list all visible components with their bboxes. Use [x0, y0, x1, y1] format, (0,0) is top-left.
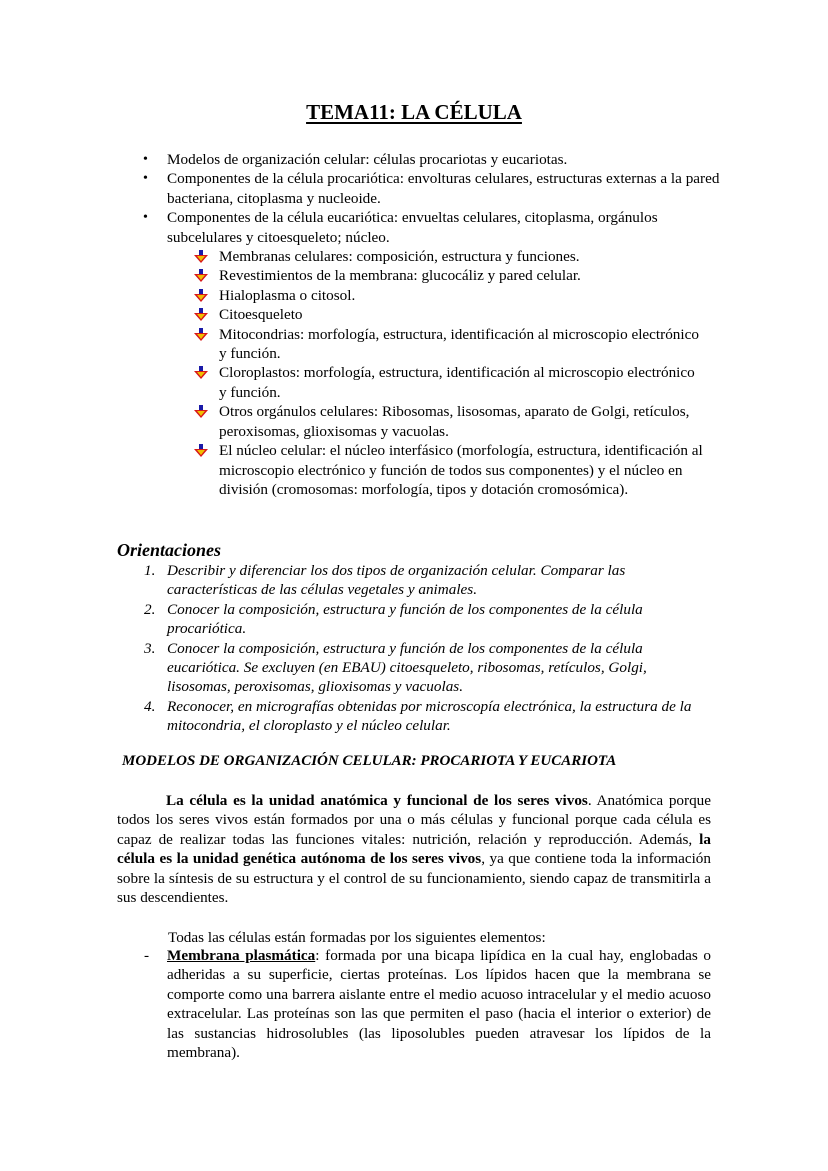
down-arrow-icon	[194, 366, 208, 380]
down-arrow-icon	[194, 289, 208, 303]
list-item	[140, 208, 720, 499]
down-arrow-icon	[194, 269, 208, 283]
list-item-text: Componentes de la célula procariótica: envolturas celulares, estructuras externas a la pared bacteriana, citoplasma y nucleoide.	[167, 170, 720, 207]
sub-list-item	[191, 402, 703, 441]
elements-intro: Todas las células están formadas por los siguientes elementos:	[168, 929, 546, 946]
list-item	[140, 169, 720, 208]
sub-list-item	[191, 363, 703, 402]
sub-list-item-text: Hialoplasma o citosol.	[219, 286, 356, 304]
sub-topic-list	[167, 247, 703, 499]
orientaciones-heading: Orientaciones	[117, 540, 222, 560]
bold-statement: La célula es la unidad anatómica y funcional de los seres vivos	[166, 792, 588, 809]
paragraph-text: , ya que contiene toda la información sobre la síntesis de su estructura y el control de su funcionamiento, siendo capaz de transmitirla a sus descendientes.	[117, 850, 711, 907]
list-item-text: Componentes de la célula eucariótica: envueltas celulares, citoplasma, orgánulos subcelulares y citoesqueleto; núcleo.	[167, 209, 658, 246]
down-arrow-icon	[194, 308, 208, 322]
sub-list-item	[191, 305, 703, 324]
orientacion-text: Conocer la composición, estructura y función de los componentes de la célula eucariótica. Se excluyen (en EBAU) citoesqueleto, ribosomas, retículos, Golgi, lisosomas, peroxisomas, glioxisomas y vacuolas.	[167, 639, 647, 696]
orientacion-item	[140, 600, 710, 639]
sub-list-item-text: El núcleo celular: el núcleo interfásico (morfología, estructura, identificación al microscopio electrónico y función de todos sus componentes) y el núcleo en división (cromosomas: morfología, tipos y dotación cromosómica).	[219, 442, 703, 498]
orientacion-item	[140, 697, 710, 736]
section-heading: MODELOS DE ORGANIZACIÓN CELULAR: PROCARIOTA Y EUCARIOTA	[122, 753, 617, 769]
bullet-icon: •	[143, 171, 148, 187]
sub-list-item-text: Membranas celulares: composición, estructura y funciones.	[219, 248, 580, 266]
orientacion-text: Conocer la composición, estructura y función de los componentes de la célula procariótica.	[167, 600, 643, 638]
sub-list-item-text: Mitocondrias: morfología, estructura, identificación al microscopio electrónico y función.	[219, 325, 699, 363]
bold-statement: la célula es la unidad genética autónoma de los seres vivos	[117, 830, 711, 868]
element-description: : formada por una bicapa lipídica en la cual hay, englobadas o adheridas a su superficie, ciertas proteínas. Los lípidos hacen que la membrana se comporte como una barrera aislante entre el medio acuoso intracelular y el medio acuoso extracelular. Las proteínas son las que permiten el paso (hacia el interior o exterior) de las sustancias hidrosolubles (las liposolubles pueden atravesar los lípidos de la membrana).	[167, 947, 711, 1062]
element-term: Membrana plasmática	[167, 947, 316, 964]
page-title: TEMA11: LA CÉLULA	[306, 100, 522, 124]
list-item-text: Modelos de organización celular: células procariotas y eucariotas.	[167, 151, 568, 168]
item-number: 1.	[144, 562, 156, 579]
sub-list-item	[191, 441, 703, 499]
down-arrow-icon	[194, 405, 208, 419]
intro-paragraph	[117, 791, 711, 907]
sub-list-item	[191, 266, 703, 285]
sub-list-item-text: Revestimientos de la membrana: glucocáliz y pared celular.	[219, 267, 581, 285]
item-number: 4.	[144, 697, 156, 715]
sub-list-item	[191, 325, 703, 364]
dash-marker: -	[144, 947, 150, 964]
item-number: 3.	[144, 639, 156, 657]
element-item	[140, 946, 711, 1062]
down-arrow-icon	[194, 444, 208, 458]
sub-list-item-text: Citoesqueleto	[219, 306, 303, 324]
list-item	[140, 150, 720, 169]
orientacion-item	[140, 639, 710, 697]
down-arrow-icon	[194, 328, 208, 342]
down-arrow-icon	[194, 250, 208, 264]
sub-list-item	[191, 247, 703, 266]
item-number: 2.	[144, 600, 156, 618]
orientacion-text: Reconocer, en micrografías obtenidas por microscopía electrónica, la estructura de la mitocondria, el cloroplasto y el núcleo celular.	[167, 697, 692, 735]
orientacion-item	[140, 561, 710, 600]
bullet-icon: •	[143, 152, 148, 167]
sub-list-item-text: Otros orgánulos celulares: Ribosomas, lisosomas, aparato de Golgi, retículos, peroxisomas, glioxisomas y vacuolas.	[219, 403, 690, 440]
sub-list-item	[191, 286, 703, 305]
sub-list-item-text: Cloroplastos: morfología, estructura, identificación al microscopio electrónico y función.	[219, 364, 695, 401]
orientacion-text: Describir y diferenciar los dos tipos de organización celular. Comparar las características de las células vegetales y animales.	[167, 562, 626, 599]
orientaciones-list	[140, 561, 710, 736]
elements-list	[140, 946, 711, 1062]
paragraph-text: . Anatómica porque todos los seres vivos están formados por una o más células y funcional porque cada célula es capaz de realizar todas las funciones vitales: nutrición, relación y reproducción. Además,	[117, 792, 711, 848]
topic-list	[140, 150, 720, 499]
bullet-icon: •	[143, 210, 148, 226]
